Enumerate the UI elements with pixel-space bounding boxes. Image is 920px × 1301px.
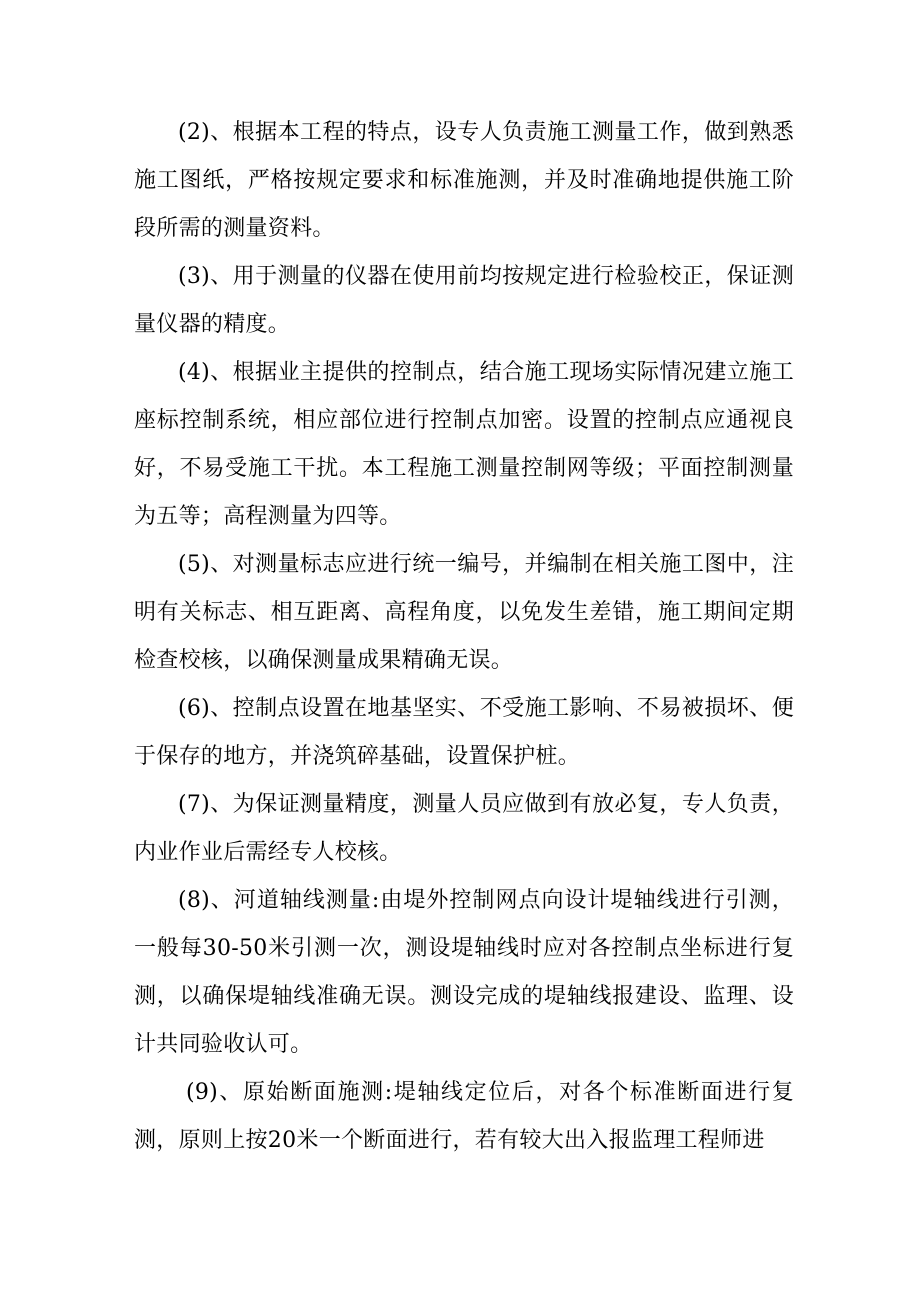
paragraph-2: (2)、根据本工程的特点，设专人负责施工测量工作，做到熟悉施工图纸，严格按规定要求和标准施测，并及时准确地提供施工阶段所需的测量资料。 bbox=[134, 120, 794, 241]
document-body bbox=[134, 109, 794, 1165]
paragraph-5: (5)、对测量标志应进行统一编号，并编制在相关施工图中，注明有关标志、相互距离、高程角度，以免发生差错，施工期间定期检查校核，以确保测量成果精确无误。 bbox=[134, 552, 794, 673]
paragraph-7: (7)、为保证测量精度，测量人员应做到有放必复，专人负责，内业作业后需经专人校核。 bbox=[134, 792, 794, 865]
paragraph-9: (9)、原始断面施测:堤轴线定位后，对各个标准断面进行复测，原则上按20米一个断面进行，若有较大出入报监理工程师进 bbox=[134, 1080, 794, 1153]
paragraph-4: (4)、根据业主提供的控制点，结合施工现场实际情况建立施工座标控制系统，相应部位进行控制点加密。设置的控制点应通视良好，不易受施工干扰。本工程施工测量控制网等级；平面控制测量为五等；高程测量为四等。 bbox=[134, 360, 794, 529]
paragraph-3: (3)、用于测量的仪器在使用前均按规定进行检验校正，保证测量仪器的精度。 bbox=[134, 264, 794, 337]
paragraph-6: (6)、控制点设置在地基坚实、不受施工影响、不易被损坏、便于保存的地方，并浇筑碎基础，设置保护桩。 bbox=[134, 696, 794, 769]
paragraph-8: (8)、河道轴线测量:由堤外控制网点向设计堤轴线进行引测，一般每30-50米引测一次，测设堤轴线时应对各控制点坐标进行复测，以确保堤轴线准确无误。测设完成的堤轴线报建设、监理、设计共同验收认可。 bbox=[134, 888, 794, 1057]
